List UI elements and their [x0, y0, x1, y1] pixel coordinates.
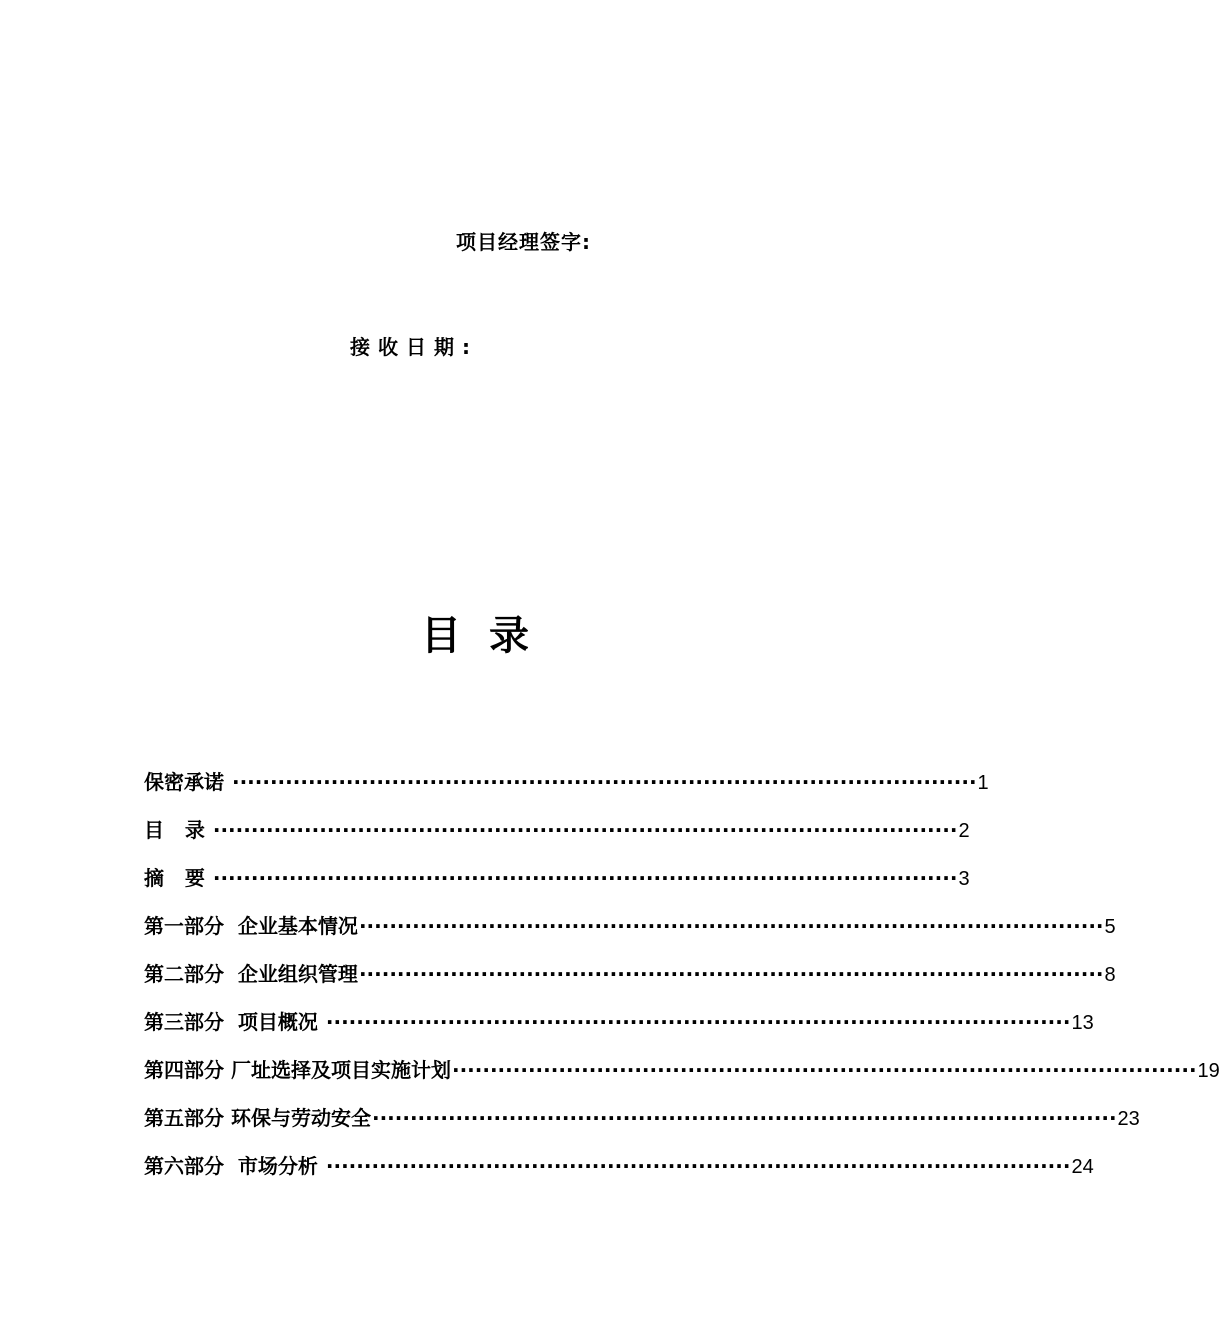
toc-entry-page: 13 [1071, 1012, 1094, 1034]
toc-entry[interactable] [144, 1102, 1140, 1132]
toc-entry-page: 24 [1071, 1156, 1094, 1178]
toc-title: 目录 [421, 613, 557, 659]
toc-entry[interactable] [144, 1150, 1094, 1180]
toc-entry-page: 19 [1197, 1060, 1220, 1082]
toc-entry-label: 第三部分 项目概况 [144, 1010, 325, 1034]
toc-entry[interactable] [144, 1006, 1094, 1036]
toc-leader-dots: ·································································································· [231, 770, 977, 794]
toc-entry[interactable] [144, 1054, 1220, 1084]
toc-entry[interactable] [144, 862, 970, 892]
toc-entry[interactable] [144, 958, 1116, 988]
toc-entry-label: 第六部分 市场分析 [144, 1154, 325, 1178]
toc-leader-dots: ·································································································· [358, 914, 1104, 938]
toc-entry-label: 第四部分 厂址选择及项目实施计划 [144, 1058, 451, 1082]
toc-entry-page: 3 [958, 868, 970, 890]
toc-entry-page: 23 [1117, 1108, 1140, 1130]
toc-entry-page: 2 [958, 820, 970, 842]
toc-leader-dots: ·································································································· [212, 818, 958, 842]
toc-leader-dots: ·································································································· [451, 1058, 1197, 1082]
toc-entry-page: 8 [1104, 964, 1116, 986]
toc-entry-label: 第二部分 企业组织管理 [144, 962, 358, 986]
toc-leader-dots: ·································································································· [325, 1154, 1071, 1178]
toc-leader-dots: ·································································································· [371, 1106, 1117, 1130]
project-manager-signature-label: 项目经理签字: [456, 230, 591, 254]
toc-entry-label: 保密承诺 [144, 770, 231, 794]
toc-leader-dots: ·································································································· [358, 962, 1104, 986]
toc-entry[interactable] [144, 814, 970, 844]
toc-leader-dots: ·································································································· [212, 866, 958, 890]
toc-entry-label: 第五部分 环保与劳动安全 [144, 1106, 371, 1130]
toc-entry-label: 第一部分 企业基本情况 [144, 914, 358, 938]
toc-entry-page: 1 [977, 772, 989, 794]
toc-entry[interactable] [144, 766, 989, 796]
receive-date-label: 接收日期: [350, 335, 478, 359]
toc-entry-page: 5 [1104, 916, 1116, 938]
toc-entry-label: 目 录 [144, 818, 212, 842]
toc-entry-label: 摘 要 [144, 866, 212, 890]
toc-entry[interactable] [144, 910, 1116, 940]
toc-leader-dots: ·································································································· [325, 1010, 1071, 1034]
